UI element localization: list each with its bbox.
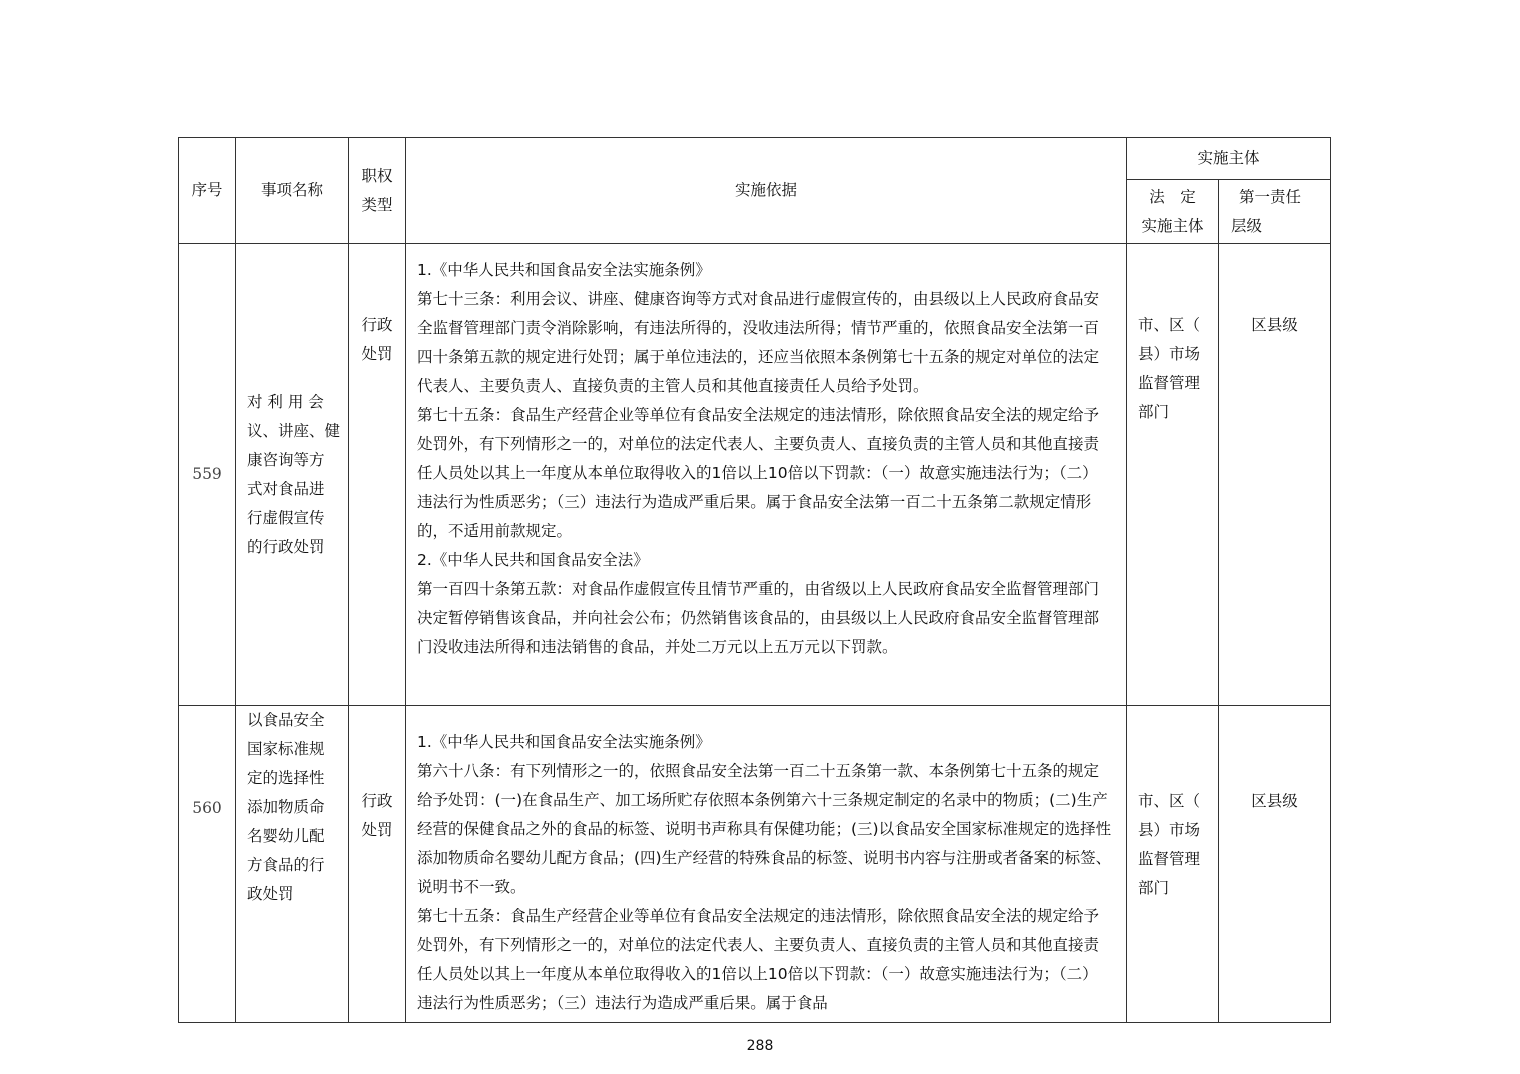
row-seq: 560 xyxy=(179,706,236,1023)
subject-line: 监督管理 xyxy=(1138,850,1201,868)
subject-line: 市、区（ xyxy=(1138,792,1201,810)
row-first-level: 区县级 xyxy=(1219,706,1331,1023)
header-basis: 实施依据 xyxy=(406,138,1127,244)
header-legal-subject xyxy=(1127,180,1219,244)
name-line: 式对食品进 xyxy=(247,479,325,498)
header-first-level-line2: 层级 xyxy=(1231,216,1263,235)
basis-paragraph: 1.《中华人民共和国食品安全法实施条例》 xyxy=(417,261,711,279)
name-line: 政处罚 xyxy=(247,885,294,903)
header-first-level-line1: 第一责任 xyxy=(1239,187,1302,206)
row-item-name xyxy=(236,244,349,706)
name-line: 对 利 用 会 xyxy=(247,392,324,411)
row-power-type xyxy=(349,706,406,1023)
type-line: 处罚 xyxy=(361,345,393,363)
row-basis xyxy=(406,244,1127,706)
header-legal-subject-line2: 实施主体 xyxy=(1141,216,1204,235)
basis-paragraph: 第六十八条：有下列情形之一的，依照食品安全法第一百二十五条第一款、本条例第七十五条的规定给予处罚：(一)在食品生产、加工场所贮存依照本条例第六十三条规定制定的名录中的物质；(二)生产经营的保健食品之外的食品的标签、说明书声称具有保健功能；(三)以食品安全国家标准规定的选择性添加物质命名婴幼儿配方食品；(四)生产经营的特殊食品的标签、说明书内容与注册或者备案的标签、说明书不一致。 xyxy=(417,762,1112,896)
name-line: 行虚假宣传 xyxy=(247,508,325,527)
basis-paragraph: 第一百四十条第五款：对食品作虚假宣传且情节严重的，由省级以上人民政府食品安全监督管理部门决定暂停销售该食品，并向社会公布；仍然销售该食品的，由县级以上人民政府食品安全监督管理部门没收违法所得和违法销售的食品，并处二万元以上五万元以下罚款。 xyxy=(417,580,1100,656)
header-seq: 序号 xyxy=(179,138,236,244)
row-first-level: 区县级 xyxy=(1219,244,1331,706)
row-basis xyxy=(406,706,1127,1023)
subject-line: 部门 xyxy=(1138,403,1170,421)
subject-line: 部门 xyxy=(1138,879,1170,897)
page-number: 288 xyxy=(746,1038,774,1054)
row-item-name xyxy=(236,706,349,1023)
header-power-type-line2: 类型 xyxy=(361,195,393,214)
type-line: 处罚 xyxy=(361,821,393,839)
basis-paragraph: 2.《中华人民共和国食品安全法》 xyxy=(417,551,649,569)
basis-paragraph: 1.《中华人民共和国食品安全法实施条例》 xyxy=(417,733,711,751)
subject-line: 县）市场 xyxy=(1138,821,1201,839)
header-first-level xyxy=(1219,180,1331,244)
name-line: 添加物质命 xyxy=(247,798,325,816)
table-row xyxy=(179,244,1331,706)
basis-paragraph: 第七十三条：利用会议、讲座、健康咨询等方式对食品进行虚假宣传的，由县级以上人民政府食品安全监督管理部门责令消除影响，有违法所得的，没收违法所得；情节严重的，依照食品安全法第一百四十条第五款的规定进行处罚；属于单位违法的，还应当依照本条例第七十五条的规定对单位的法定代表人、主要负责人、直接负责的主管人员和其他直接责任人员给予处罚。 xyxy=(417,290,1100,395)
subject-line: 市、区（ xyxy=(1138,316,1201,334)
name-line: 的行政处罚 xyxy=(247,537,325,556)
header-power-type xyxy=(349,138,406,244)
enforcement-table xyxy=(178,137,1331,1023)
table-row xyxy=(179,706,1331,1023)
subject-line: 监督管理 xyxy=(1138,374,1201,392)
row-legal-subject xyxy=(1127,706,1219,1023)
basis-paragraph: 第七十五条：食品生产经营企业等单位有食品安全法规定的违法情形，除依照食品安全法的规定给予处罚外，有下列情形之一的，对单位的法定代表人、主要负责人、直接负责的主管人员和其他直接责任人员处以其上一年度从本单位取得收入的1倍以上10倍以下罚款：（一）故意实施违法行为；（二）违法行为性质恶劣；（三）违法行为造成严重后果。属于食品安全法第一百二十五条第二款规定情形的，不适用前款规定。 xyxy=(417,406,1100,540)
name-line: 国家标准规 xyxy=(247,740,325,758)
name-line: 议、讲座、健 xyxy=(247,421,341,440)
header-legal-subject-line1: 法 定 xyxy=(1149,187,1196,206)
name-line: 方食品的行 xyxy=(247,856,325,874)
header-subject: 实施主体 xyxy=(1127,138,1331,180)
subject-line: 县）市场 xyxy=(1138,345,1201,363)
name-line: 以食品安全 xyxy=(247,711,325,729)
name-line: 名婴幼儿配 xyxy=(247,827,325,845)
basis-paragraph: 第七十五条：食品生产经营企业等单位有食品安全法规定的违法情形，除依照食品安全法的规定给予处罚外，有下列情形之一的，对单位的法定代表人、主要负责人、直接负责的主管人员和其他直接责任人员处以其上一年度从本单位取得收入的1倍以上10倍以下罚款：（一）故意实施违法行为；（二）违法行为性质恶劣；（三）违法行为造成严重后果。属于食品 xyxy=(417,907,1100,1012)
row-power-type xyxy=(349,244,406,706)
name-line: 康咨询等方 xyxy=(247,450,325,469)
type-line: 行政 xyxy=(361,792,393,810)
header-row-1 xyxy=(179,138,1331,180)
header-item-name: 事项名称 xyxy=(236,138,349,244)
header-power-type-line1: 职权 xyxy=(361,166,393,185)
type-line: 行政 xyxy=(361,316,393,334)
row-legal-subject xyxy=(1127,244,1219,706)
name-line: 定的选择性 xyxy=(247,769,325,787)
row-seq: 559 xyxy=(179,244,236,706)
